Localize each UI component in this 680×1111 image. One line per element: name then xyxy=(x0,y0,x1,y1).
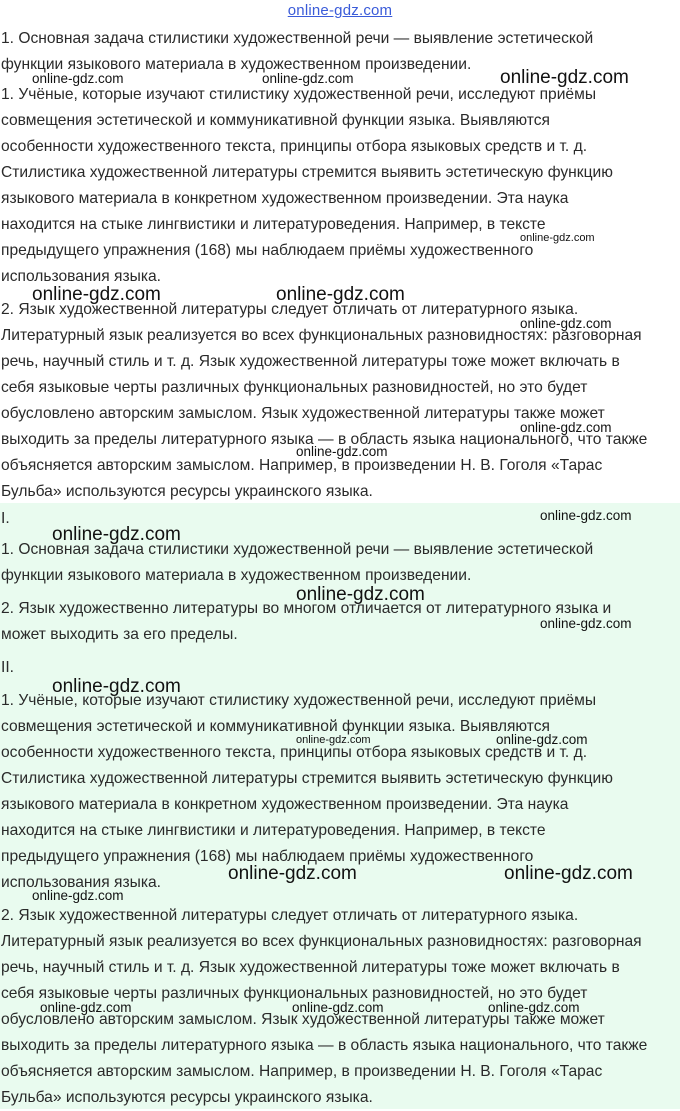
watermark: online-gdz.com xyxy=(296,444,388,459)
watermark: online-gdz.com xyxy=(496,732,588,747)
plan-heading-2: II. xyxy=(1,659,14,676)
plan-item-1: 1. Основная задача стилистики художественной речи — выявление эстетической функции языкового материала в художественном произведении. xyxy=(1,541,594,584)
watermark: online-gdz.com xyxy=(52,524,181,545)
paragraph-scientists: 1. Учёные, которые изучают стилистику художественной речи, исследуют приёмы совмещения эстетической и коммуникативной функции языка. Выявляются особенности художественного текста, принципы отбора языковых средств и т. д. Стилистика художественной литературы стремится выявить эстетическую функцию языкового материала в конкретном художественном произведении. Эта наука находится на стыке лингвистики и литературоведения. Например, в тексте предыдущего упражнения (168) мы наблюдаем приёмы художественного использования языка. xyxy=(1,86,613,285)
paragraph-literary-language: 2. Язык художественной литературы следует отличать от литературного языка. Литературный язык реализуется во всех функциональных разновидностях: разговорная речь, научный стиль и т. д. Язык художественной литературы тоже может включать в себя языковые черты различных функциональных разновидностей, но это будет обусловлено авторским замыслом. Язык художественной литературы также может выходить за пределы литературного языка — в область языка национального, что также объясняется авторским замыслом. Например, в произведении Н. В. Гоголя «Тарас Бульба» используются ресурсы украинского языка. xyxy=(1,301,648,500)
watermark: online-gdz.com xyxy=(228,863,357,884)
watermark: online-gdz.com xyxy=(520,232,595,244)
watermark: online-gdz.com xyxy=(32,284,161,305)
watermark: online-gdz.com xyxy=(276,284,405,305)
watermark: online-gdz.com xyxy=(32,888,124,903)
watermark: online-gdz.com xyxy=(520,316,612,331)
watermark: online-gdz.com xyxy=(296,734,371,746)
plan-item-4: 2. Язык художественной литературы следует отличать от литературного языка. Литературный язык реализуется во всех функциональных разновидностях: разговорная речь, научный стиль и т. д. Язык художественной литературы тоже может включать в себя языковые черты различных функциональных разновидностей, но это будет обусловлено авторским замыслом. Язык художественной литературы также может выходить за пределы литературного языка — в область языка национального, что также объясняется авторским замыслом. Например, в произведении Н. В. Гоголя «Тарас Бульба» используются ресурсы украинского языка. xyxy=(1,907,648,1106)
watermark: online-gdz.com xyxy=(52,676,181,697)
watermark: online-gdz.com xyxy=(500,67,629,88)
watermark: online-gdz.com xyxy=(540,616,632,631)
site-link[interactable]: online-gdz.com xyxy=(287,2,393,19)
watermark: online-gdz.com xyxy=(296,584,425,605)
watermark: online-gdz.com xyxy=(40,1000,132,1015)
plan-item-2: 2. Язык художественно литературы во многом отличается от литературного языка и может выходить за его пределы. xyxy=(1,600,612,643)
watermark: online-gdz.com xyxy=(292,1000,384,1015)
watermark: online-gdz.com xyxy=(504,863,633,884)
watermark: online-gdz.com xyxy=(540,508,632,523)
paragraph-main-task: 1. Основная задача стилистики художественной речи — выявление эстетической функции языкового материала в художественном произведении. xyxy=(1,30,594,73)
watermark: online-gdz.com xyxy=(488,1000,580,1015)
watermark: online-gdz.com xyxy=(520,420,612,435)
plan-item-3: 1. Учёные, которые изучают стилистику художественной речи, исследуют приёмы совмещения эстетической и коммуникативной функции языка. Выявляются особенности художественного текста, принципы отбора языковых средств и т. д. Стилистика художественной литературы стремится выявить эстетическую функцию языкового материала в конкретном художественном произведении. Эта наука находится на стыке лингвистики и литературоведения. Например, в тексте предыдущего упражнения (168) мы наблюдаем приёмы художественного использования языка. xyxy=(1,692,613,891)
watermark: online-gdz.com xyxy=(262,71,354,86)
watermark: online-gdz.com xyxy=(32,71,124,86)
plan-heading-1: I. xyxy=(1,510,10,527)
